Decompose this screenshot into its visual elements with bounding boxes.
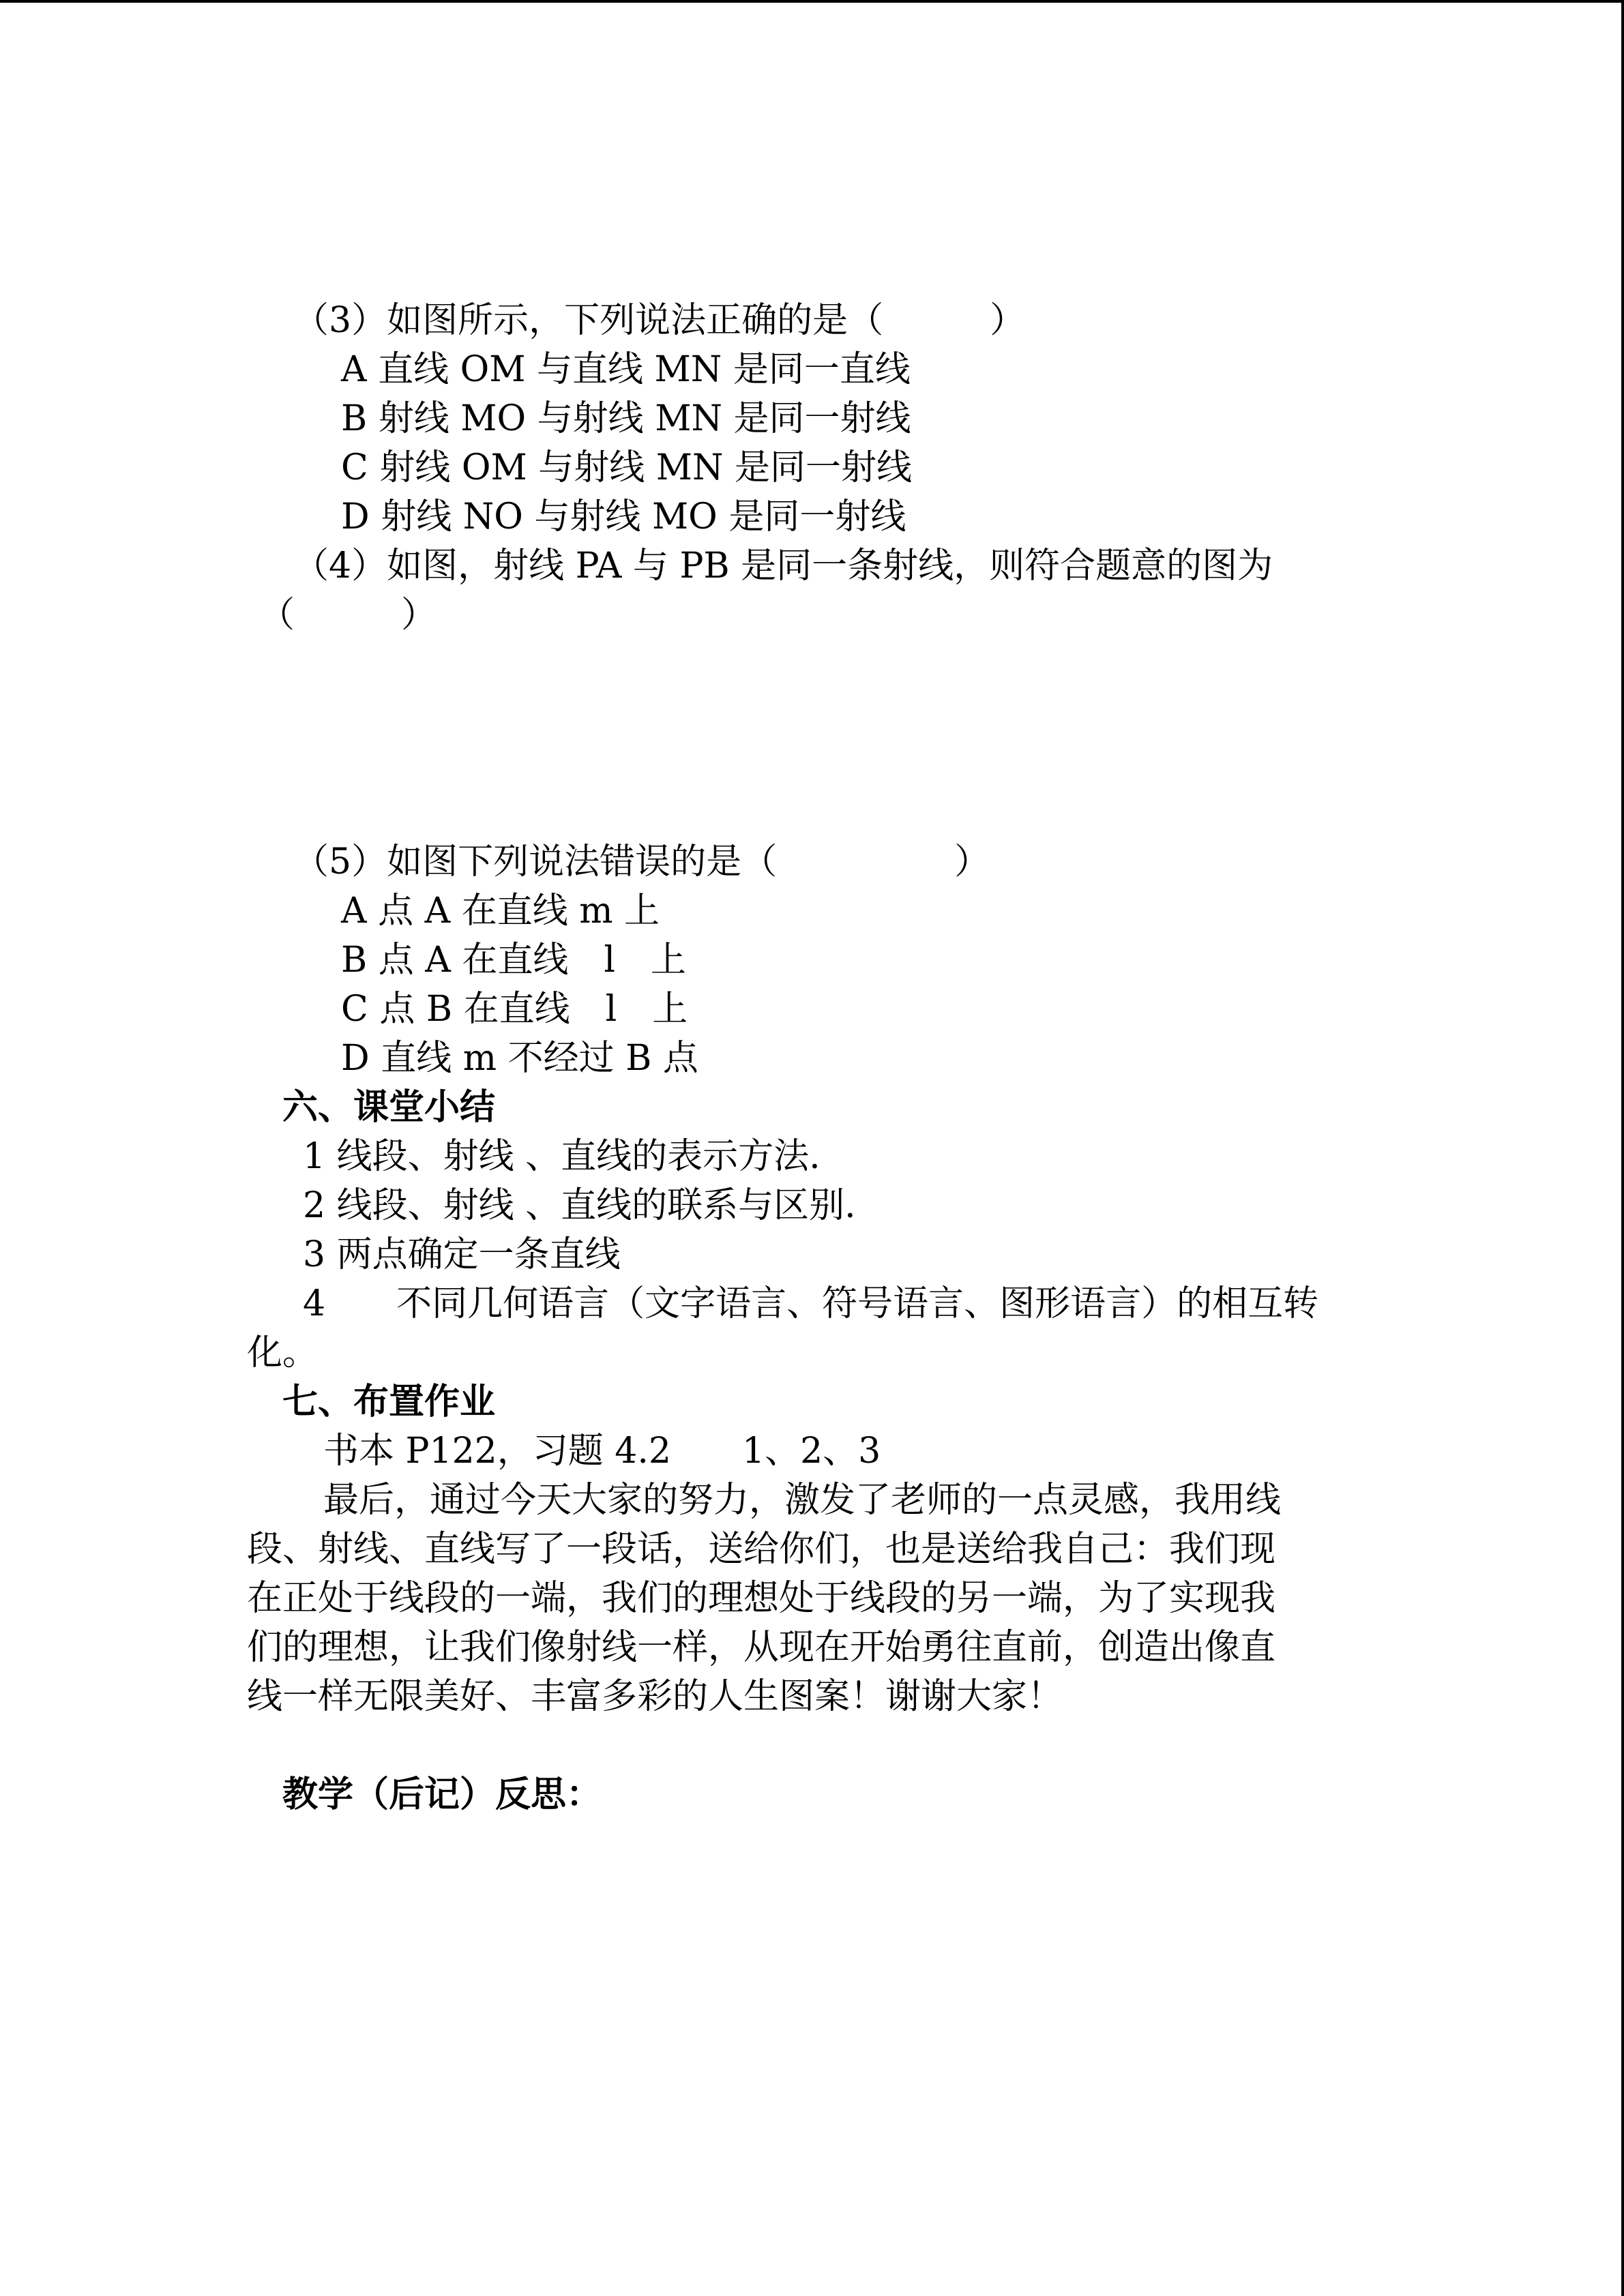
q3-option-b: B 射线 MO 与射线 MN 是同一射线 <box>341 398 911 439</box>
summary-item-4-line-1: 4 不同几何语言（文字语言、符号语言、图形语言）的相互转 <box>303 1283 1319 1324</box>
q3-option-d: D 射线 NO 与射线 MO 是同一射线 <box>341 496 906 537</box>
summary-item-2: 2 线段、射线 、直线的联系与区别. <box>303 1185 856 1226</box>
summary-heading: 六、课堂小结 <box>282 1087 496 1128</box>
q3-stem: （3）如图所示，下列说法正确的是（ ） <box>293 300 1026 341</box>
closing-paragraph-line-1: 最后，通过今天大家的努力，激发了老师的一点灵感，我用线 <box>323 1480 1282 1521</box>
q4-stem: （4）如图，射线 PA 与 PB 是同一条射线，则符合题意的图为 <box>293 546 1273 586</box>
q3-option-c: C 射线 OM 与射线 MN 是同一射线 <box>341 447 913 488</box>
q5-stem: （5）如图下列说法错误的是（ ） <box>293 841 990 882</box>
homework-assignment: 书本 P122，习题 4.2 1、2、3 <box>323 1431 881 1472</box>
q4-answer-blank: （ ） <box>259 595 437 636</box>
q5-option-a: A 点 A 在直线 m 上 <box>341 891 660 931</box>
homework-heading: 七、布置作业 <box>282 1382 496 1422</box>
closing-paragraph-line-2: 段、射线、直线写了一段话，送给你们，也是送给我自己：我们现 <box>247 1529 1276 1570</box>
page-border-right <box>1621 0 1624 2296</box>
q3-option-a: A 直线 OM 与直线 MN 是同一直线 <box>341 349 911 390</box>
summary-item-1: 1 线段、射线 、直线的表示方法. <box>303 1136 821 1177</box>
summary-item-3: 3 两点确定一条直线 <box>303 1234 621 1275</box>
closing-paragraph-line-4: 们的理想，让我们像射线一样，从现在开始勇往直前，创造出像直 <box>247 1627 1276 1668</box>
q5-option-d: D 直线 m 不经过 B 点 <box>341 1038 698 1079</box>
page-border-top <box>0 0 1624 3</box>
q5-option-b: B 点 A 在直线 l 上 <box>341 940 686 981</box>
reflection-heading: 教学（后记）反思： <box>282 1774 602 1815</box>
q5-option-c: C 点 B 在直线 l 上 <box>341 989 688 1030</box>
summary-item-4-line-2: 化。 <box>247 1332 319 1373</box>
closing-paragraph-line-5: 线一样无限美好、丰富多彩的人生图案！谢谢大家！ <box>247 1676 1063 1717</box>
closing-paragraph-line-3: 在正处于线段的一端，我们的理想处于线段的另一端，为了实现我 <box>247 1578 1276 1619</box>
